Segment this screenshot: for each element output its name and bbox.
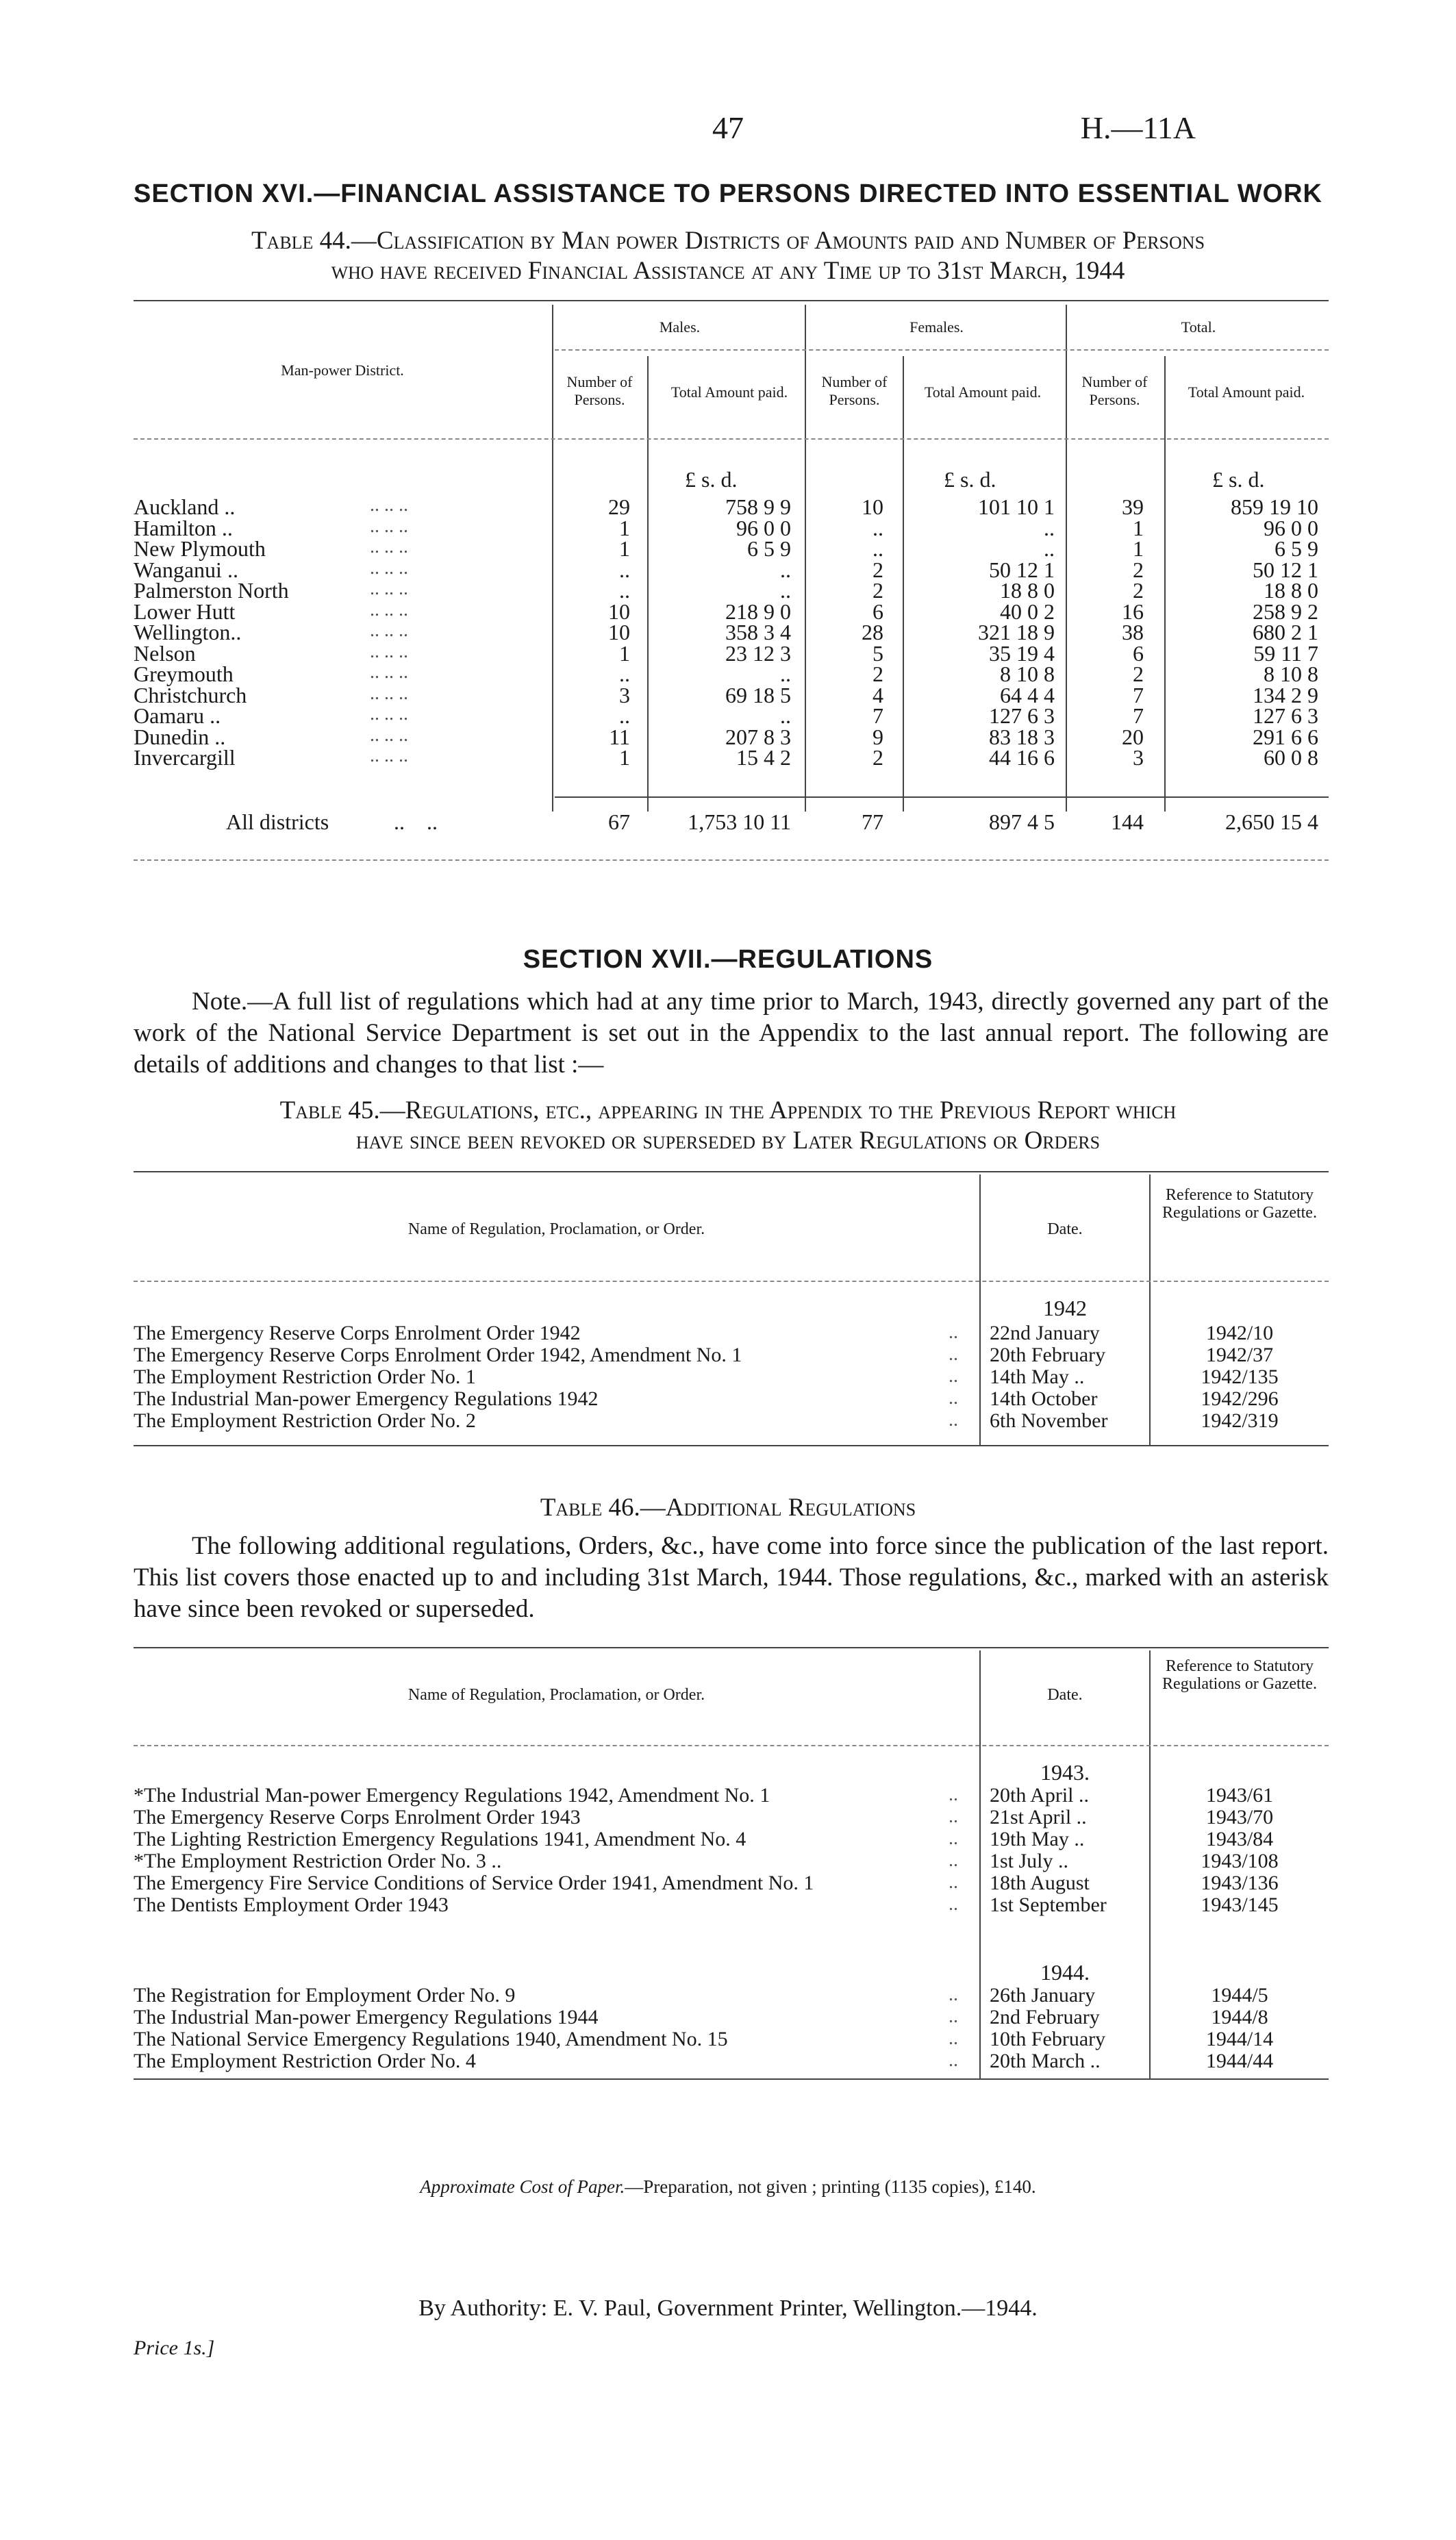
regulation-name: The Employment Restriction Order No. 1 [134, 1366, 476, 1388]
t45-date-header: Date. [1047, 1220, 1083, 1238]
regulation-reference: 1944/44 [1205, 2050, 1274, 2072]
regulation-name: The Employment Restriction Order No. 2 [134, 1409, 476, 1432]
totals-total-amount: 2,650 15 4 [1225, 809, 1318, 834]
regulation-date: 10th February [990, 2028, 1106, 2050]
total-header: Total. [1181, 318, 1216, 336]
regulation-reference: 1943/108 [1201, 1850, 1279, 1872]
leader-dots: .. [949, 1322, 958, 1343]
leader-dots: .. .. .. [370, 557, 408, 579]
males-amount: .. [780, 662, 791, 686]
header-rule [134, 1745, 1329, 1746]
females-number: 9 [873, 724, 883, 749]
leader-dots: .. .. .. [370, 494, 408, 516]
males-amount: 96 0 0 [736, 515, 791, 540]
t45-name-header: Name of Regulation, Proclamation, or Order. [407, 1220, 705, 1238]
leader-dots: .. [949, 2006, 958, 2027]
t46-year-1944: 1944. [1040, 1960, 1090, 1985]
district-name: Wanganui .. [134, 557, 238, 582]
males-amount-header: Total Amount paid. [670, 383, 788, 401]
regulation-date: 1st July .. [990, 1850, 1069, 1872]
section-17-title: SECTION XVII.—REGULATIONS [523, 945, 933, 974]
table-46-title: Table 46.—Additional Regulations [540, 1494, 916, 1522]
leader-dots: .. [949, 2050, 958, 2071]
district-name: Palmerston North [134, 578, 289, 603]
females-amount-header: Total Amount paid. [924, 383, 1042, 401]
males-amount: 6 5 9 [747, 536, 791, 561]
leader-dots: .. .. .. [370, 724, 408, 746]
males-number: 1 [619, 745, 630, 770]
table-45-top-rule [134, 1171, 1329, 1172]
regulation-date: 14th October [990, 1387, 1098, 1410]
leader-dots: .. .. .. [370, 703, 408, 725]
leader-dots: .. .. .. [370, 620, 408, 641]
males-number: 29 [608, 494, 630, 519]
leader-dots: .. .. .. [370, 515, 408, 537]
males-amount: 218 9 0 [725, 599, 791, 624]
total-amount: 291 6 6 [1253, 724, 1318, 749]
col-divider [979, 1174, 981, 1445]
females-header: Females. [909, 318, 964, 336]
males-num-header: Number of Persons. [566, 373, 633, 408]
regulation-reference: 1942/10 [1205, 1322, 1274, 1344]
leader-dots: .. .. [394, 809, 438, 834]
t46-name-header: Name of Regulation, Proclamation, or Order. [407, 1686, 705, 1704]
district-name: Oamaru .. [134, 703, 221, 728]
total-amount: 50 12 1 [1253, 557, 1318, 582]
leader-dots: .. .. .. [370, 640, 408, 662]
leader-dots: .. .. .. [370, 662, 408, 683]
regulation-date: 20th April .. [990, 1784, 1090, 1807]
regulation-reference: 1943/70 [1205, 1806, 1274, 1828]
females-amount: 44 16 6 [989, 745, 1055, 770]
males-amount: .. [780, 557, 791, 582]
males-amount: .. [780, 578, 791, 603]
header-rule [555, 349, 1329, 351]
total-amount: 60 0 8 [1264, 745, 1318, 770]
regulation-date: 22nd January [990, 1322, 1100, 1344]
leader-dots: .. .. .. [370, 599, 408, 620]
females-num-header: Number of Persons. [821, 373, 888, 408]
regulation-date: 20th March .. [990, 2050, 1101, 2072]
females-number: 4 [873, 682, 883, 707]
district-name: Greymouth [134, 662, 234, 686]
leader-dots: .. [949, 1366, 958, 1387]
leader-dots: .. .. .. [370, 682, 408, 704]
totals-district: All districts [226, 809, 329, 834]
district-name: Christchurch [134, 682, 247, 707]
regulation-reference: 1943/136 [1201, 1872, 1279, 1894]
males-amount: .. [780, 703, 791, 728]
regulation-name: The Industrial Man-power Emergency Regulations 1944 [134, 2006, 599, 2028]
table-44-title-line1: Table 44.—Classification by Man power Districts of Amounts paid and Number of Persons [251, 227, 1205, 255]
males-amount: 23 12 3 [725, 640, 791, 666]
males-amount: 358 3 4 [725, 620, 791, 644]
regulation-date: 19th May .. [990, 1828, 1085, 1850]
females-amount: .. [1044, 515, 1055, 540]
total-num-header: Number of Persons. [1081, 373, 1148, 408]
regulation-name: The Emergency Reserve Corps Enrolment Order 1943 [134, 1806, 581, 1828]
leader-dots: .. .. .. [370, 745, 408, 766]
table-45-title-line1: Table 45.—Regulations, etc., appearing in the Appendix to the Previous Report which [279, 1096, 1177, 1124]
total-amount: 127 6 3 [1253, 703, 1318, 728]
females-number: 2 [873, 662, 883, 686]
regulation-reference: 1942/319 [1201, 1409, 1279, 1432]
leader-dots: .. [949, 1344, 958, 1365]
males-number: 10 [608, 620, 630, 644]
total-number: 1 [1133, 515, 1144, 540]
regulation-name: The Industrial Man-power Emergency Regulations 1942 [134, 1387, 599, 1410]
total-number: 39 [1122, 494, 1144, 519]
regulation-date: 20th February [990, 1344, 1106, 1366]
leader-dots: .. [949, 1872, 958, 1893]
col-divider [1164, 356, 1166, 812]
total-number: 6 [1133, 640, 1144, 666]
total-amount: 680 2 1 [1253, 620, 1318, 644]
regulation-reference: 1943/84 [1205, 1828, 1274, 1850]
total-amount: 96 0 0 [1264, 515, 1318, 540]
males-number: 3 [619, 682, 630, 707]
regulation-name: *The Employment Restriction Order No. 3 .. [134, 1850, 502, 1872]
cost-of-paper [0, 2176, 1456, 2198]
leader-dots: .. [949, 1387, 958, 1409]
currency-units: £ s. d. [1212, 467, 1265, 492]
males-number: .. [619, 557, 630, 582]
males-amount: 207 8 3 [725, 724, 791, 749]
regulation-reference: 1943/61 [1205, 1784, 1274, 1807]
regulation-name: *The Industrial Man-power Emergency Regulations 1942, Amendment No. 1 [134, 1784, 770, 1807]
regulation-date: 18th August [990, 1872, 1090, 1894]
females-number: 2 [873, 745, 883, 770]
regulation-date: 26th January [990, 1984, 1096, 2007]
females-number: 6 [873, 599, 883, 624]
leader-dots: .. [949, 1409, 958, 1431]
district-name: Invercargill [134, 745, 236, 770]
leader-dots: .. [949, 1806, 958, 1827]
total-amount: 134 2 9 [1253, 682, 1318, 707]
males-amount: 758 9 9 [725, 494, 791, 519]
females-amount: 18 8 0 [1000, 578, 1055, 603]
males-header: Males. [659, 318, 701, 336]
total-amount: 8 10 8 [1264, 662, 1318, 686]
regulation-reference: 1944/8 [1211, 2006, 1268, 2028]
t46-date-header: Date. [1047, 1686, 1083, 1704]
regulation-name: The Employment Restriction Order No. 4 [134, 2050, 476, 2072]
total-amount: 6 5 9 [1275, 536, 1318, 561]
regulation-name: The Registration for Employment Order No. 9 [134, 1984, 516, 2007]
males-amount: 69 18 5 [725, 682, 791, 707]
section-17-note: Note.—A full list of regulations which had at any time prior to March, 1943, directly governed any part of the work of the National Service Department is set out in the Appendix to the last annual report. The following are details of additions and changes to that list :— [134, 988, 1329, 1079]
regulation-reference: 1944/5 [1211, 1984, 1268, 2007]
t45-year: 1942 [1043, 1296, 1087, 1320]
regulation-reference: 1942/296 [1201, 1387, 1279, 1410]
regulation-date: 14th May .. [990, 1366, 1085, 1388]
t45-ref-header: Reference to Statutory Regulations or Gazette. [1162, 1186, 1317, 1222]
table-44-title-line2: who have received Financial Assistance at any Time up to 31st March, 1944 [331, 257, 1125, 285]
total-number: 20 [1122, 724, 1144, 749]
totals-females-num: 77 [862, 809, 883, 834]
district-name: Wellington.. [134, 620, 242, 644]
males-number: 1 [619, 640, 630, 666]
district-name: Nelson [134, 640, 196, 666]
males-amount: 15 4 2 [736, 745, 791, 770]
total-number: 2 [1133, 578, 1144, 603]
header-rule [134, 438, 1329, 440]
t46-year-1943: 1943. [1040, 1760, 1090, 1785]
regulation-reference: 1943/145 [1201, 1894, 1279, 1916]
males-number: 1 [619, 515, 630, 540]
totals-females-amount: 897 4 5 [989, 809, 1055, 834]
females-number: 2 [873, 557, 883, 582]
col-divider [1149, 1650, 1151, 2078]
table-44-top-rule [134, 300, 1329, 301]
females-number: 7 [873, 703, 883, 728]
females-number: .. [873, 536, 883, 561]
leader-dots: .. .. .. [370, 578, 408, 599]
district-name: New Plymouth [134, 536, 266, 561]
table-44-bottom-rule [134, 859, 1329, 861]
district-name: Dunedin .. [134, 724, 226, 749]
regulation-name: The Emergency Fire Service Conditions of Service Order 1941, Amendment No. 1 [134, 1872, 814, 1894]
females-amount: 64 4 4 [1000, 682, 1055, 707]
table-45-bottom-rule [134, 1445, 1329, 1446]
females-number: .. [873, 515, 883, 540]
leader-dots: .. [949, 1828, 958, 1849]
regulation-date: 1st September [990, 1894, 1107, 1916]
total-amount: 859 19 10 [1231, 494, 1318, 519]
males-number: 10 [608, 599, 630, 624]
leader-dots: .. [949, 1984, 958, 2005]
header-rule [134, 1281, 1329, 1282]
females-amount: 40 0 2 [1000, 599, 1055, 624]
col-divider [647, 356, 649, 812]
total-number: 2 [1133, 662, 1144, 686]
males-number: 11 [609, 724, 630, 749]
regulation-name: The Emergency Reserve Corps Enrolment Order 1942 [134, 1322, 581, 1344]
page-number: 47 [712, 110, 744, 145]
regulation-name: The Dentists Employment Order 1943 [134, 1894, 449, 1916]
col-divider [805, 305, 806, 812]
total-number: 1 [1133, 536, 1144, 561]
females-number: 5 [873, 640, 883, 666]
males-number: 1 [619, 536, 630, 561]
document-reference: H.—11A [1080, 110, 1196, 145]
regulation-name: The Lighting Restriction Emergency Regulations 1941, Amendment No. 4 [134, 1828, 746, 1850]
col-divider [979, 1650, 981, 2078]
females-number: 2 [873, 578, 883, 603]
table-46-bottom-rule [134, 2078, 1329, 2080]
total-amount: 18 8 0 [1264, 578, 1318, 603]
totals-males-num: 67 [608, 809, 630, 834]
leader-dots: .. [949, 2028, 958, 2049]
district-name: Auckland .. [134, 494, 236, 519]
males-number: .. [619, 662, 630, 686]
regulation-date: 21st April .. [990, 1806, 1087, 1828]
t46-ref-header: Reference to Statutory Regulations or Gazette. [1162, 1657, 1317, 1693]
total-number: 3 [1133, 745, 1144, 770]
total-number: 7 [1133, 682, 1144, 707]
females-amount: 8 10 8 [1000, 662, 1055, 686]
price: Price 1s.] [134, 2337, 215, 2359]
district-header: Man-power District. [281, 362, 404, 379]
females-amount: .. [1044, 536, 1055, 561]
cost-label: Approximate Cost of Paper. [420, 2176, 625, 2197]
females-amount: 50 12 1 [989, 557, 1055, 582]
totals-rule [555, 796, 1329, 798]
regulation-reference: 1944/14 [1205, 2028, 1274, 2050]
leader-dots: .. [949, 1894, 958, 1915]
females-amount: 35 19 4 [989, 640, 1055, 666]
table-46-intro: The following additional regulations, Orders, &c., have come into force since the publication of the last report. This list covers those enacted up to and including 31st March, 1944. Those regulations, &c., marked with an asterisk have since been revoked or superseded. [134, 1532, 1329, 1623]
females-amount: 83 18 3 [989, 724, 1055, 749]
district-name: Hamilton .. [134, 515, 233, 540]
leader-dots: .. .. .. [370, 536, 408, 557]
regulation-name: The National Service Emergency Regulations 1940, Amendment No. 15 [134, 2028, 728, 2050]
leader-dots: .. [949, 1784, 958, 1805]
cost-text: —Preparation, not given ; printing (1135 copies), £140. [625, 2176, 1036, 2197]
regulation-reference: 1942/135 [1201, 1366, 1279, 1388]
males-number: .. [619, 703, 630, 728]
district-name: Lower Hutt [134, 599, 236, 624]
total-amount-header: Total Amount paid. [1188, 383, 1305, 401]
section-16-title: SECTION XVI.—FINANCIAL ASSISTANCE TO PERSONS DIRECTED INTO ESSENTIAL WORK [133, 179, 1323, 208]
total-amount: 59 11 7 [1253, 640, 1318, 666]
col-divider [1149, 1174, 1151, 1445]
males-number: .. [619, 578, 630, 603]
total-number: 38 [1122, 620, 1144, 644]
totals-males-amount: 1,753 10 11 [688, 809, 791, 834]
females-number: 28 [862, 620, 883, 644]
regulation-date: 6th November [990, 1409, 1108, 1432]
total-amount: 258 9 2 [1253, 599, 1318, 624]
currency-units: £ s. d. [944, 467, 996, 492]
table-46-top-rule [134, 1647, 1329, 1648]
printer-authority: By Authority: E. V. Paul, Government Printer, Wellington.—1944. [418, 2296, 1038, 2321]
females-amount: 101 10 1 [978, 494, 1055, 519]
total-number: 7 [1133, 703, 1144, 728]
currency-units: £ s. d. [685, 467, 738, 492]
females-amount: 321 18 9 [978, 620, 1055, 644]
females-amount: 127 6 3 [989, 703, 1055, 728]
females-number: 10 [862, 494, 883, 519]
regulation-date: 2nd February [990, 2006, 1100, 2028]
total-number: 16 [1122, 599, 1144, 624]
regulation-name: The Emergency Reserve Corps Enrolment Order 1942, Amendment No. 1 [134, 1344, 742, 1366]
leader-dots: .. [949, 1850, 958, 1871]
totals-total-num: 144 [1111, 809, 1144, 834]
col-divider [1066, 305, 1067, 812]
total-number: 2 [1133, 557, 1144, 582]
table-45-title-line2: have since been revoked or superseded by Later Regulations or Orders [355, 1127, 1101, 1155]
regulation-reference: 1942/37 [1205, 1344, 1274, 1366]
